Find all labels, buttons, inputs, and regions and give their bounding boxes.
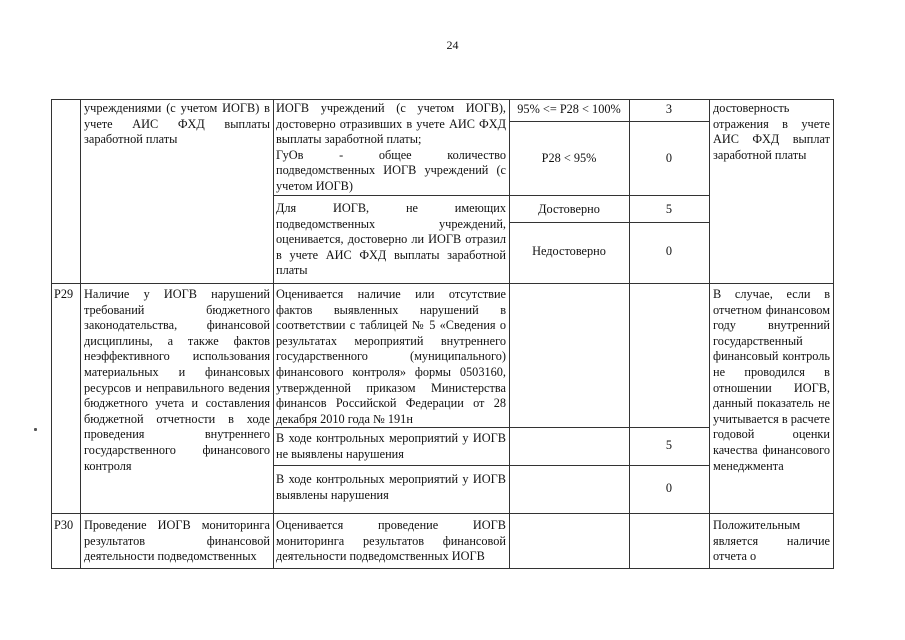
r28-condition-1: 95% <= Р28 < 100%: [517, 102, 621, 116]
grid-line-col-6: [833, 99, 834, 569]
r28-criterion-text: учреждениями (с учетом ИОГВ) в учете АИС ФХД выплаты заработной платы: [84, 101, 270, 147]
r28-score-4: 0: [665, 244, 673, 258]
grid-line-r28-method-a-bottom: [273, 195, 709, 196]
grid-line-col-3: [509, 99, 510, 569]
r30-id: Р30: [54, 518, 74, 532]
grid-line-r28-cond3-bottom: [509, 222, 709, 223]
r29-note-text: В случае, если в отчетном финансовом году внутренний государственный финансовый контроль не проводился в отношении ИОГВ, данный показатель не учитывается в расчете годовой оценки качества финансового менеджмента: [713, 287, 830, 473]
r29-id: Р29: [54, 287, 74, 301]
r29-score-2: 0: [665, 481, 673, 495]
grid-line-col-5: [709, 99, 710, 569]
r28-method-a-text: ИОГВ учреждений (с учетом ИОГВ), достоверно отразивших в учете АИС ФХД выплаты заработной платы; ГуОв - общее количество подведомственных ИОГВ учреждений (с учетом ИОГВ): [276, 101, 506, 193]
grid-line-col-4: [629, 99, 630, 569]
grid-line-row-r29-top: [51, 283, 834, 284]
grid-line-bottom: [51, 568, 834, 569]
r30-note-text: Положительным является наличие отчета о: [713, 518, 830, 564]
r28-method-b-text: Для ИОГВ, не имеющих подведомственных учреждений, оценивается, достоверно ли ИОГВ отразил в учете АИС ФХД выплаты заработной платы: [276, 201, 506, 278]
scan-artifact-dot: [34, 428, 37, 431]
grid-line-col-2: [273, 99, 274, 569]
r28-condition-2: Р28 < 95%: [541, 151, 597, 165]
r30-criterion-text: Проведение ИОГВ мониторинга результатов финансовой деятельности подведомственных: [84, 518, 270, 564]
r29-condition-2: В ходе контрольных мероприятий у ИОГВ выявлены нарушения: [276, 472, 506, 502]
r29-criterion-text: Наличие у ИОГВ нарушений требований бюджетного законодательства, финансовой дисциплины, а также фактов неэффективного использования материальных и финансовых ресурсов и неправильного ведения бюджетного учета и составления бюджетной отчетности в ходе проведения внутреннего государственного финансового контроля: [84, 287, 270, 473]
grid-line-row-r30-top: [51, 513, 834, 514]
grid-line-r28-cond1-bottom: [509, 121, 709, 122]
r28-score-1: 3: [665, 102, 673, 116]
grid-line-r29-cond1-bottom: [273, 465, 709, 466]
r28-condition-3: Достоверно: [538, 202, 600, 216]
grid-line-top: [51, 99, 834, 100]
page-number: 24: [446, 38, 459, 52]
r28-note-text: достоверность отражения в учете АИС ФХД выплат заработной платы: [713, 101, 830, 162]
grid-line-col-0: [51, 99, 52, 569]
r29-score-1: 5: [665, 438, 673, 452]
r29-method-text: Оценивается наличие или отсутствие фактов выявленных нарушений в соответствии с таблицей № 5 «Сведения о результатах мероприятий внутреннего государственного (муниципального) финансового контроля» формы 0503160, утвержденной приказом Министерства финансов Российской Федерации от 28 декабря 2010 года № 191н: [276, 287, 506, 426]
r30-method-text: Оценивается проведение ИОГВ мониторинга результатов финансовой деятельности подведомственных ИОГВ: [276, 518, 506, 564]
r29-condition-1: В ходе контрольных мероприятий у ИОГВ не выявлены нарушения: [276, 431, 506, 461]
grid-line-col-1: [80, 99, 81, 569]
r28-score-2: 0: [665, 151, 673, 165]
r28-condition-4: Недостоверно: [532, 244, 606, 258]
r28-score-3: 5: [665, 202, 673, 216]
